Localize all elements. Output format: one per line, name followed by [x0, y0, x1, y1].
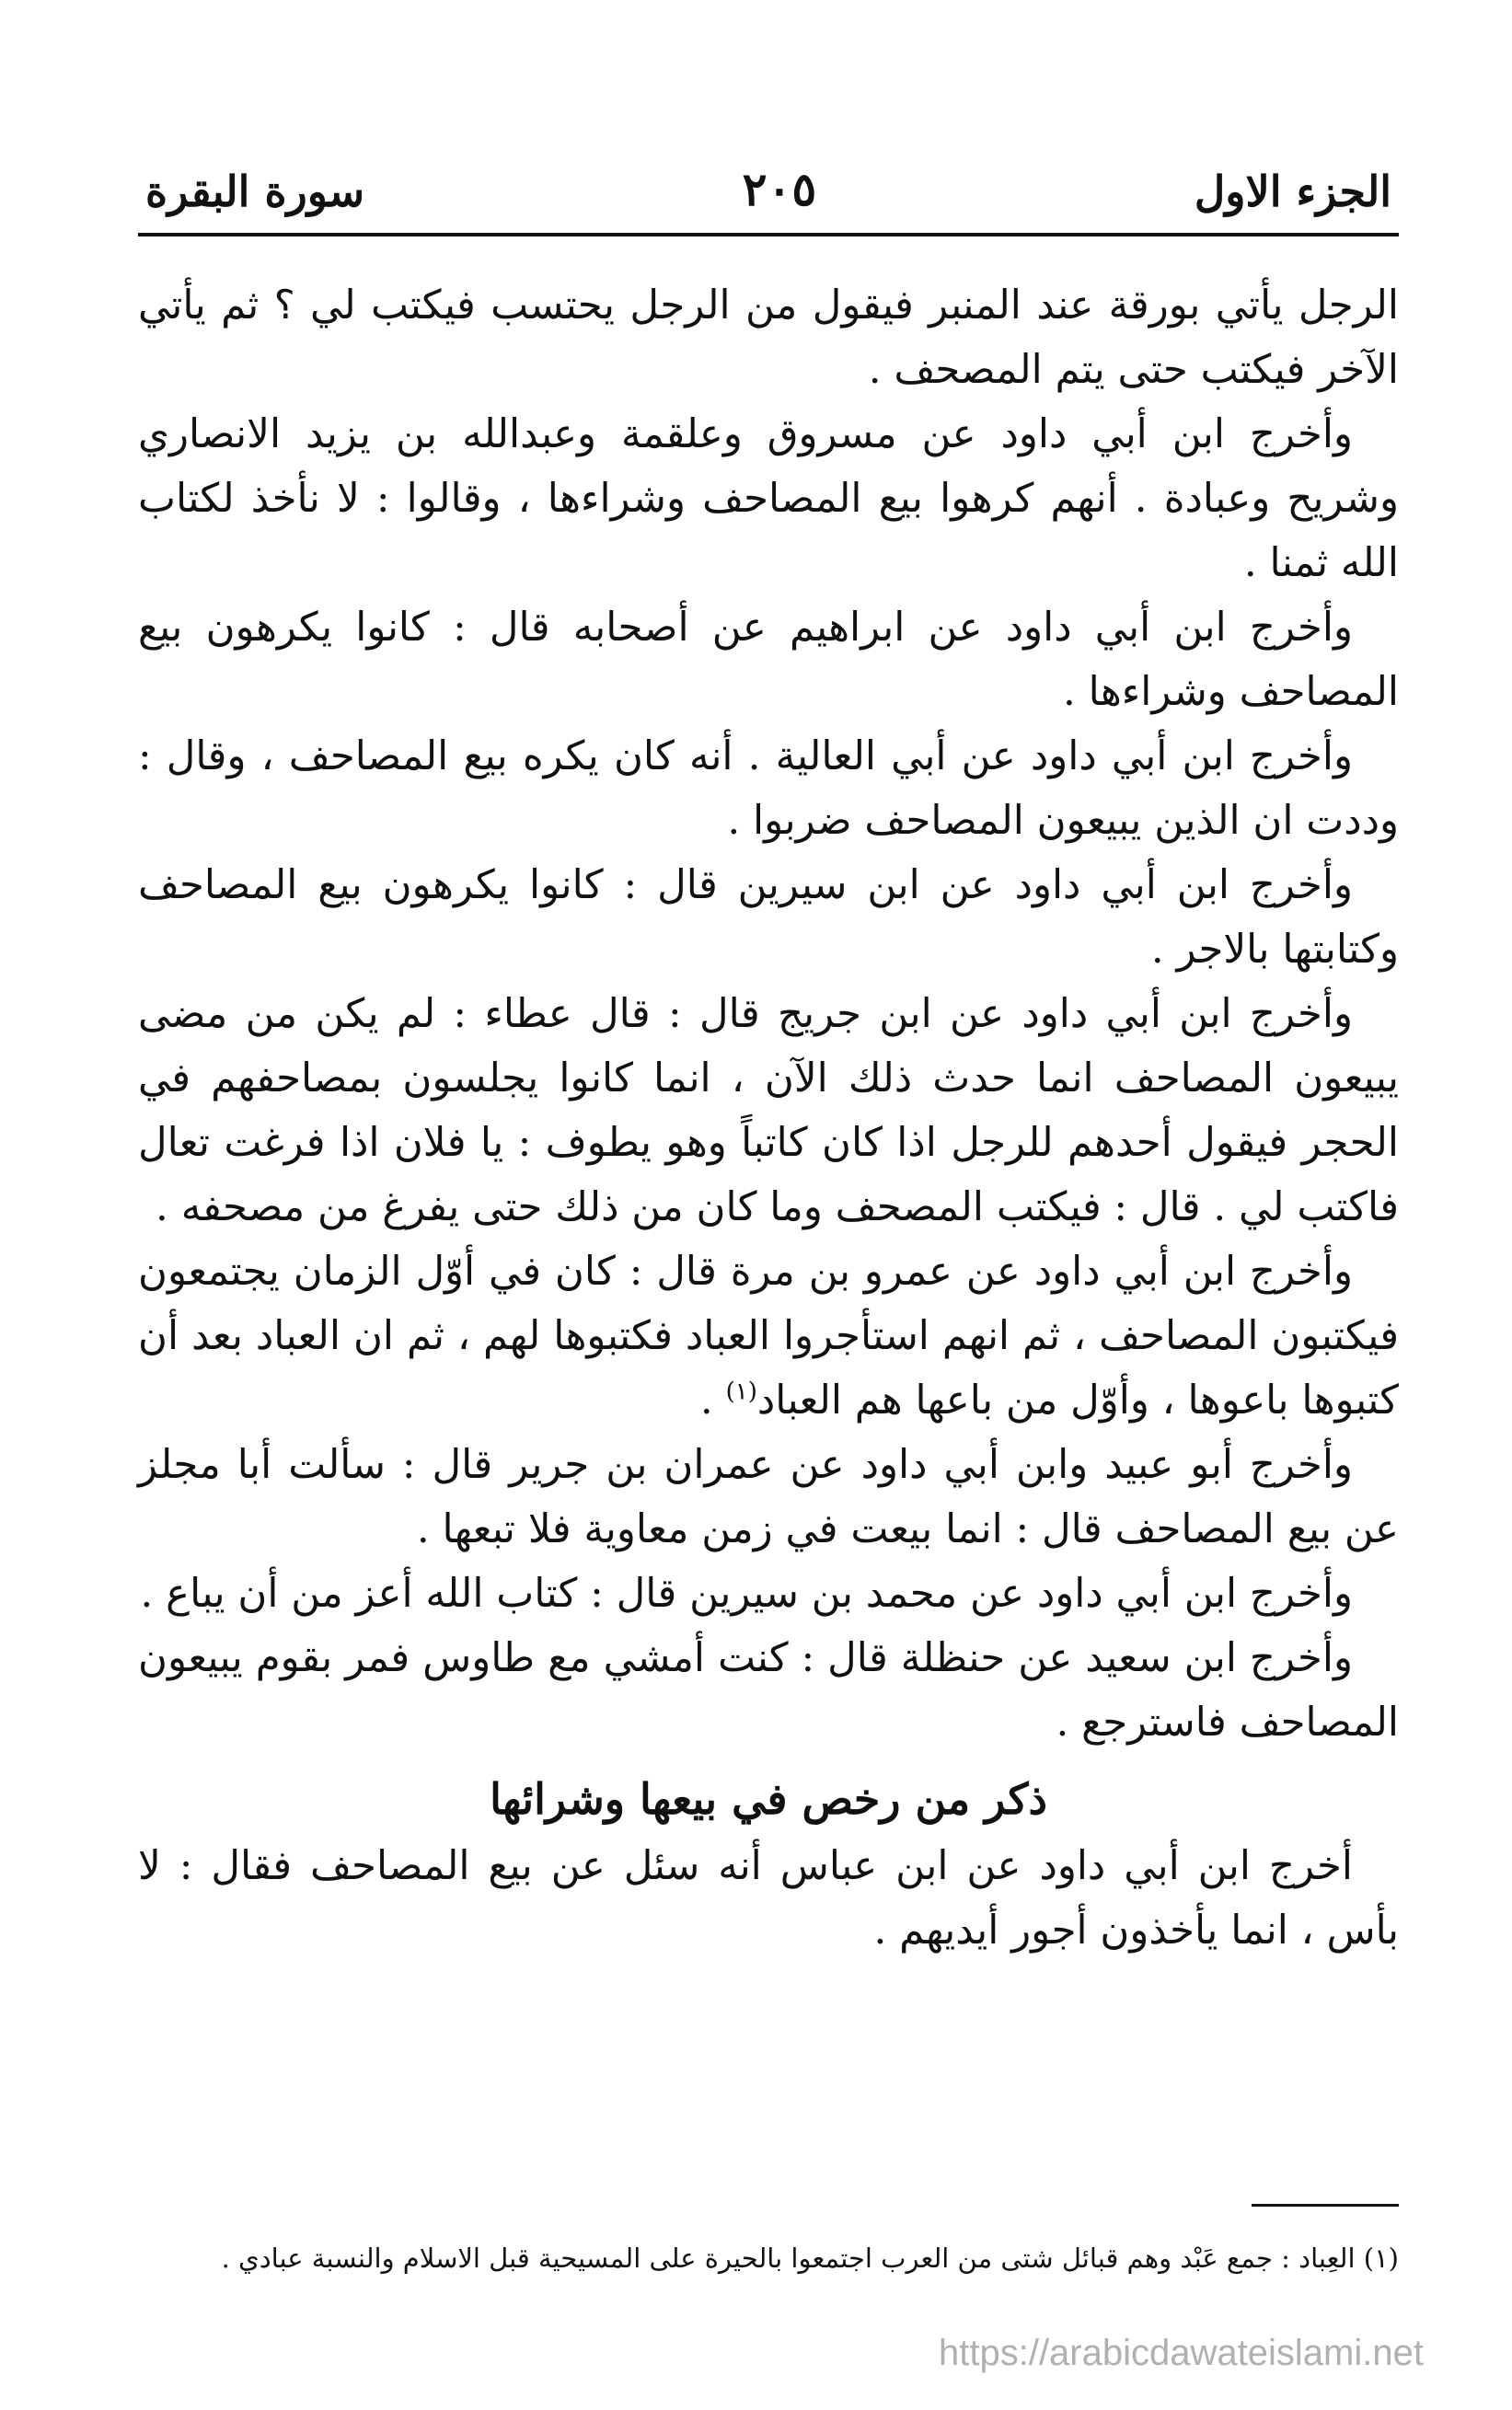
paragraph-text: وأخرج ابن أبي داود عن عمرو بن مرة قال : كان في أوّل الزمان يجتمعون فيكتبون المصاحف ، ثم انهم استأجروا العباد فكتبوها لهم ، ثم ان العباد بعد أن كتبوها باعوها ، وأوّل من باعها هم العباد: [138, 1249, 1399, 1424]
paragraph: وأخرج أبو عبيد وابن أبي داود عن عمران بن جرير قال : سألت أبا مجلز عن بيع المصاحف قال : انما بيعت في زمن معاوية فلا تبعها .: [138, 1442, 1399, 1552]
footnote-rule: [1252, 2204, 1399, 2207]
footnote: (١) العِباد : جمع عَبْد وهم قبائل شتى من العرب اجتمعوا بالحيرة على المسيحية قبل الاسلام والنسبة عبادي .: [221, 2243, 1399, 2274]
section-heading: ذكر من رخص في بيعها وشرائها: [490, 1774, 1047, 1824]
running-header: [138, 129, 1399, 216]
footnote-marker: (١): [725, 1378, 757, 1406]
paragraph-end: .: [699, 1378, 726, 1424]
paragraph: وأخرج ابن أبي داود عن ابن سيرين قال : كانوا يكرهون بيع المصاحف وكتابتها بالاجر .: [138, 862, 1399, 973]
surah-title: سورة البقرة: [145, 167, 365, 216]
body-text: [138, 273, 1399, 1963]
header-rule: [138, 233, 1399, 236]
part-title: الجزء الاول: [1194, 167, 1391, 216]
page: [138, 129, 1399, 2274]
paragraph: وأخرج ابن سعيد عن حنظلة قال : كنت أمشي مع طاوس فمر بقوم يبيعون المصاحف فاسترجع .: [138, 1635, 1399, 1746]
paragraph: وأخرج ابن أبي داود عن أبي العالية . أنه كان يكره بيع المصاحف ، وقال : وددت ان الذين يبيعون المصاحف ضربوا .: [138, 733, 1399, 844]
section-paragraph: أخرج ابن أبي داود عن ابن عباس أنه سئل عن بيع المصاحف فقال : لا بأس ، انما يأخذون أجور أيديهم .: [138, 1843, 1399, 1954]
paragraph: وأخرج ابن أبي داود عن محمد بن سيرين قال : كتاب الله أعز من أن يباع .: [140, 1571, 1353, 1617]
page-number: ٢٠٥: [742, 162, 817, 216]
paragraph: وأخرج ابن أبي داود عن ابراهيم عن أصحابه قال : كانوا يكرهون بيع المصاحف وشراءها .: [138, 605, 1399, 715]
paragraph: وأخرج ابن أبي داود عن مسروق وعلقمة وعبدالله بن يزيد الانصاري وشريح وعبادة . أنهم كرهوا بيع المصاحف وشراءها ، وقالوا : لا نأخذ لكتاب الله ثمنا .: [138, 411, 1399, 586]
paragraph: الرجل يأتي بورقة عند المنبر فيقول من الرجل يحتسب فيكتب لي ؟ ثم يأتي الآخر فيكتب حتى يتم المصحف .: [138, 283, 1399, 393]
paragraph: وأخرج ابن أبي داود عن ابن جريج قال : قال عطاء : لم يكن من مضى يبيعون المصاحف انما حدث ذلك الآن ، انما كانوا يجلسون بمصاحفهم في الحجر فيقول أحدهم للرجل اذا كان كاتباً وهو يطوف : يا فلان اذا فرغت تعال فاكتب لي . قال : فيكتب المصحف وما كان من ذلك حتى يفرغ من مصحفه .: [138, 991, 1399, 1230]
paragraph: [138, 1240, 1399, 1433]
watermark: https://arabicdawateislami.net: [939, 2333, 1424, 2373]
